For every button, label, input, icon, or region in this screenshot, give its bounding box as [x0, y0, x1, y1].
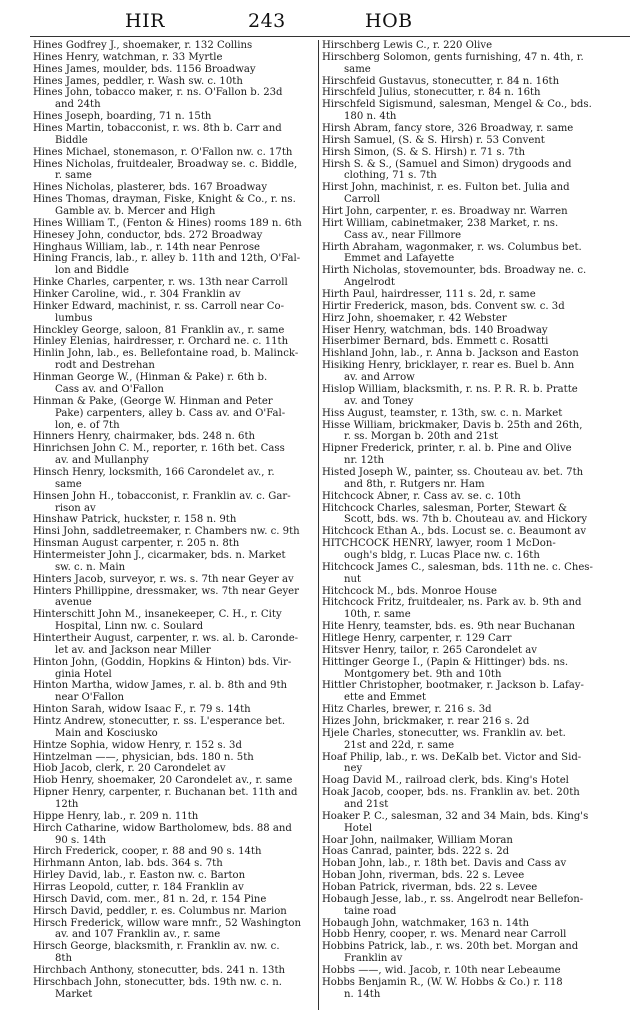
directory-entry [33, 763, 313, 775]
directory-entry [322, 135, 618, 147]
directory-entry [33, 242, 313, 254]
entry-line: Hizes John, brickmaker, r. rear 216 s. 2d [322, 715, 530, 727]
directory-entry [33, 443, 313, 467]
directory-entry [33, 906, 313, 918]
entry-continuation-line: 180 n. 4th [344, 111, 397, 123]
directory-entry [33, 657, 313, 681]
directory-entry [33, 40, 313, 52]
directory-entry [33, 633, 313, 657]
directory-entry [33, 230, 313, 242]
directory-entry [33, 882, 313, 894]
entry-line: Hoban Patrick, riverman, bds. 22 s. Levee [322, 882, 538, 894]
entry-continuation-line: sw. c. n. Main [55, 561, 126, 573]
directory-entry [322, 76, 618, 88]
entry-line: Hiser Henry, watchman, bds. 140 Broadway [322, 324, 548, 336]
entry-continuation-line: ney [344, 763, 363, 775]
directory-entry [322, 313, 618, 325]
directory-entry [322, 408, 618, 420]
entry-continuation-line: av. and Arrow [344, 372, 415, 384]
entry-line: Hintzelman ——, physician, bds. 180 n. 5th [33, 751, 254, 763]
entry-line: Hobaugh John, watchmaker, 163 n. 14th [322, 917, 530, 929]
directory-entry [322, 159, 618, 183]
directory-entry [33, 894, 313, 906]
directory-entry [322, 289, 618, 301]
entry-line: Hirsh Samuel, (S. & S. Hirsh) r. 53 Convent [322, 134, 545, 146]
entry-continuation-line: ette and Emmet [344, 692, 426, 704]
entry-continuation-line: avenue [55, 597, 92, 609]
entry-line: Hisse William, brickmaker, Davis b. 25th and 26th, [322, 419, 583, 431]
entry-continuation-line: 90 s. 14th [55, 834, 107, 846]
entry-line: Hishland John, lab., r. Anna b. Jackson and Easton [322, 348, 579, 360]
entry-line: Hitchcock James C., salesman, bds. 11th ne. c. Ches- [322, 561, 593, 573]
entry-continuation-line: Hospital, Linn nw. c. Soulard [55, 621, 204, 633]
entry-line: Hinshaw Patrick, huckster, r. 158 n. 9th [33, 514, 237, 526]
entry-line: Hite Henry, teamster, bds. es. 9th near Buchanan [322, 621, 576, 633]
entry-line: Hines Godfrey J., shoemaker, r. 132 Collins [33, 40, 253, 51]
directory-entry [322, 657, 618, 681]
entry-line: Histed Joseph W., painter, ss. Chouteau av. bet. 7th [322, 466, 584, 478]
directory-entry [33, 870, 313, 882]
entry-continuation-line: near O'Fallon [55, 692, 124, 704]
directory-entry [322, 680, 618, 704]
directory-entry [33, 740, 313, 752]
entry-line: Hirschberg Solomon, gents furnishing, 47 n. 4th, r. [322, 51, 584, 63]
entry-line: Hobb Henry, cooper, r. ws. Menard near Carroll [322, 929, 567, 941]
entry-line: Hinman & Pake, (George W. Hinman and Peter [33, 395, 273, 407]
directory-entry [33, 491, 313, 515]
directory-entry [322, 929, 618, 941]
entry-continuation-line: lumbus [55, 312, 93, 324]
directory-entry [322, 965, 618, 977]
entry-line: Hinters Phillippine, dressmaker, ws. 7th near Geyer [33, 585, 299, 597]
directory-entry [33, 941, 313, 965]
directory-entry [322, 147, 618, 159]
entry-continuation-line: av. and Mullanphy [55, 455, 149, 467]
directory-entry [33, 526, 313, 538]
directory-entry [322, 894, 618, 918]
entry-line: Hoag David M., railroad clerk, bds. King's Hotel [322, 775, 569, 787]
directory-entry [322, 348, 618, 360]
directory-entry [322, 633, 618, 645]
entry-line: Hines Martin, tobacconist, r. ws. 8th b. Carr and [33, 123, 282, 135]
entry-line: Hitchcock Ethan A., bds. Locust se. c. Beaumont av [322, 526, 587, 538]
entry-continuation-line: rison av [55, 502, 96, 514]
directory-entry [322, 918, 618, 930]
directory-entry [322, 526, 618, 538]
directory-entry [33, 680, 313, 704]
entry-line: Hitsver Henry, tailor, r. 265 Carondelet av [322, 644, 537, 656]
entry-line: Hirtir Frederick, mason, bds. Convent sw. c. 3d [322, 300, 565, 312]
entry-line: Hinghaus William, lab., r. 14th near Penrose [33, 241, 260, 253]
entry-line: Hinker Edward, machinist, r. ss. Carroll near Co- [33, 300, 284, 312]
entry-continuation-line: Franklin av [344, 953, 403, 965]
directory-entry [33, 965, 313, 977]
directory-entry [33, 918, 313, 942]
directory-entry [322, 586, 618, 598]
directory-entry [322, 752, 618, 776]
entry-line: Hinrichsen John C. M., reporter, r. 16th bet. Cass [33, 443, 285, 455]
entry-line: Hines Henry, watchman, r. 33 Myrtle [33, 51, 223, 63]
entry-line: Hirst John, machinist, r. es. Fulton bet. Julia and [322, 182, 570, 194]
directory-entry [322, 87, 618, 99]
directory-entry [322, 52, 618, 76]
directory-entry [33, 396, 313, 432]
directory-entry [322, 562, 618, 586]
entry-line: Hines Joseph, boarding, 71 n. 15th [33, 111, 212, 123]
directory-entry [322, 336, 618, 348]
entry-line: Hines Nicholas, fruitdealer, Broadway se. c. Biddle, [33, 158, 298, 170]
entry-line: Hirschfeld Sigismund, salesman, Mengel & Co., bds. [322, 99, 592, 111]
directory-entry [322, 467, 618, 491]
entry-line: Hines John, tobacco maker, r. ns. O'Fallon b. 23d [33, 87, 283, 99]
directory-entry [322, 645, 618, 657]
entry-continuation-line: Scott, bds. ws. 7th b. Chouteau av. and Hickory [344, 514, 588, 526]
entry-line: Hirsch Frederick, willow ware mnfr., 52 Washington [33, 917, 302, 929]
directory-entry [322, 491, 618, 503]
directory-entry [33, 609, 313, 633]
entry-line: Hiob Jacob, clerk, r. 20 Carondelet av [33, 763, 226, 775]
directory-entry [322, 242, 618, 266]
entry-line: Hiserbimer Bernard, bds. Emmett c. Rosatti [322, 336, 549, 348]
directory-entry [33, 325, 313, 337]
entry-continuation-line: and 24th [55, 99, 101, 111]
entry-line: Hoban John, lab., r. 18th bet. Davis and Cass av [322, 858, 567, 870]
entry-line: Hinckley George, saloon, 81 Franklin av., r. same [33, 324, 285, 336]
entry-line: Hiob Henry, shoemaker, 20 Carondelet av., r. same [33, 775, 293, 787]
directory-entry [322, 325, 618, 337]
entry-line: Hirschberg Lewis C., r. 220 Olive [322, 40, 493, 51]
entry-line: Hobaugh Jesse, lab., r. ss. Angelrodt near Bellefon- [322, 893, 584, 905]
directory-entry [33, 372, 313, 396]
right-column [322, 40, 618, 1001]
directory-entry [322, 301, 618, 313]
entry-line: Hirth Abraham, wagonmaker, r. ws. Columbus bet. [322, 241, 582, 253]
entry-line: Hines James, moulder, bds. 1156 Broadway [33, 63, 256, 75]
directory-entry [322, 538, 618, 562]
entry-continuation-line: 10th, r. same [344, 609, 411, 621]
directory-entry [33, 538, 313, 550]
directory-entry [322, 775, 618, 787]
entry-line: Hiss August, teamster, r. 13th, sw. c. n. Market [322, 407, 563, 419]
directory-entry [322, 811, 618, 835]
entry-line: Hittler Christopher, bootmaker, r. Jackson b. Lafay- [322, 680, 584, 692]
directory-entry [33, 846, 313, 858]
directory-entry [33, 586, 313, 610]
entry-continuation-line: Gamble av. b. Mercer and High [55, 206, 216, 218]
entry-line: Hinsman August carpenter, r. 205 n. 8th [33, 538, 240, 550]
entry-continuation-line: and 21st [344, 799, 389, 810]
entry-line: Hirz John, shoemaker, r. 42 Webster [322, 312, 507, 324]
entry-line: Hippe Henry, lab., r. 209 n. 11th [33, 810, 199, 822]
directory-entry [33, 182, 313, 194]
entry-line: Hoar John, nailmaker, William Moran [322, 834, 513, 846]
directory-entry [322, 704, 618, 716]
entry-continuation-line: ginia Hotel [55, 668, 112, 680]
entry-continuation-line: r. ss. Morgan b. 20th and 21st [344, 431, 499, 443]
entry-line: Hines Michael, stonemason, r. O'Fallon nw. c. 17th [33, 146, 293, 158]
entry-line: Hitchcock M., bds. Monroe House [322, 585, 497, 597]
directory-entry [33, 348, 313, 372]
directory-entry [33, 574, 313, 586]
entry-line: Hinters Jacob, surveyor, r. ws. s. 7th near Geyer av [33, 573, 294, 585]
entry-continuation-line: Pake) carpenters, alley b. Cass av. and O'Fal- [55, 407, 286, 419]
directory-entry [33, 977, 313, 1001]
directory-entry [33, 277, 313, 289]
entry-line: Hirsh S. & S., (Samuel and Simon) drygoods and [322, 158, 572, 170]
directory-entry [322, 503, 618, 527]
entry-continuation-line: Market [55, 988, 93, 1000]
directory-entry [322, 787, 618, 811]
directory-entry [33, 159, 313, 183]
entry-line: Hitchcock Abner, r. Cass av. se. c. 10th [322, 490, 521, 502]
entry-line: Hitlege Henry, carpenter, r. 129 Carr [322, 632, 512, 644]
entry-line: Hirsch David, peddler, r. es. Columbus nr. Marion [33, 905, 287, 917]
entry-continuation-line: Montgomery bet. 9th and 10th [344, 668, 502, 680]
entry-line: Hirsh Simon, (S. & S. Hirsh) r. 71 s. 7th [322, 146, 525, 158]
entry-line: Hintze Sophia, widow Henry, r. 152 s. 3d [33, 739, 242, 751]
entry-continuation-line: Hotel [344, 822, 373, 834]
entry-continuation-line: nut [344, 573, 362, 585]
entry-continuation-line: lon and Biddle [55, 265, 129, 277]
directory-entry [322, 384, 618, 408]
entry-continuation-line: av. and Toney [344, 395, 414, 407]
entry-line: Hinker Caroline, wid., r. 304 Franklin av [33, 289, 241, 301]
entry-line: Hobbins Patrick, lab., r. ws. 20th bet. Morgan and [322, 941, 579, 953]
entry-continuation-line: av. and 107 Franklin av., r. same [55, 929, 221, 941]
directory-entry [322, 870, 618, 882]
entry-continuation-line: Cass av., near Fillmore [344, 229, 462, 241]
directory-entry [322, 835, 618, 847]
directory-entry [33, 704, 313, 716]
directory-entry [322, 443, 618, 467]
entry-line: Hines William T., (Fenton & Hines) rooms 189 n. 6th [33, 217, 302, 229]
entry-line: Hipner Henry, carpenter, r. Buchanan bet. 11th and [33, 787, 298, 799]
entry-line: Hitz Charles, brewer, r. 216 s. 3d [322, 704, 492, 716]
entry-line: Hjele Charles, stonecutter, ws. Franklin av. bet. [322, 727, 566, 739]
entry-line: Hinton John, (Goddin, Hopkins & Hinton) bds. Vir- [33, 656, 292, 668]
entry-line: Hinsi John, saddletreemaker, r. Chambers nw. c. 9th [33, 526, 300, 538]
entry-line: Hirt John, carpenter, r. es. Broadway nr. Warren [322, 206, 568, 218]
entry-continuation-line: Cass av. and O'Fallon [55, 383, 164, 395]
entry-continuation-line: 21st and 22d, r. same [344, 739, 455, 751]
entry-line: Hinton Martha, widow James, r. al. b. 8th and 9th [33, 680, 288, 692]
directory-entry [33, 787, 313, 811]
entry-line: Hirth Nicholas, stovemounter, bds. Broadway ne. c. [322, 265, 587, 277]
entry-line: Hirhmann Anton, lab. bds. 364 s. 7th [33, 858, 223, 870]
entry-line: Hinterschitt John M., insanekeeper, C. H., r. City [33, 609, 282, 621]
directory-entry [33, 87, 313, 111]
directory-entry [322, 360, 618, 384]
entry-line: Hinley Elenias, hairdresser, r. Orchard ne. c. 11th [33, 336, 289, 348]
entry-continuation-line: same [55, 478, 82, 490]
entry-line: Hirt William, cabinetmaker, 238 Market, r. ns. [322, 217, 559, 229]
entry-line: Hitchcock Fritz, fruitdealer, ns. Park av. b. 9th and [322, 597, 582, 609]
entry-continuation-line: Main and Kosciusko [55, 727, 158, 739]
directory-entry [33, 823, 313, 847]
entry-continuation-line: and 8th, r. Rutgers nr. Ham [344, 478, 485, 490]
entry-continuation-line: taine road [344, 905, 397, 917]
entry-line: Hirch Catharine, widow Bartholomew, bds. 88 and [33, 822, 292, 834]
entry-line: Hirth Paul, hairdresser, 111 s. 2d, r. same [322, 289, 536, 301]
entry-continuation-line: let av. and Jackson near Miller [55, 644, 211, 656]
entry-continuation-line: Emmet and Lafayette [344, 253, 455, 265]
directory-entry [33, 550, 313, 574]
directory-entry [33, 431, 313, 443]
entry-line: Hines Nicholas, plasterer, bds. 167 Broadway [33, 182, 268, 194]
entry-line: Hinman George W., (Hinman & Pake) r. 6th b. [33, 372, 268, 384]
directory-entry [322, 941, 618, 965]
entry-line: Hipner Frederick, printer, r. al. b. Pine and Olive [322, 443, 572, 455]
directory-entry [322, 716, 618, 728]
entry-line: Hinton Sarah, widow Isaac F., r. 79 s. 14th [33, 704, 251, 716]
directory-entry [322, 206, 618, 218]
entry-line: Hoaker P. C., salesman, 32 and 34 Main, bds. King's [322, 810, 589, 822]
directory-entry [322, 846, 618, 858]
directory-entry [33, 775, 313, 787]
directory-entry [322, 728, 618, 752]
entry-line: Hirsch George, blacksmith, r. Franklin av. nw. c. [33, 941, 280, 953]
directory-entry [33, 111, 313, 123]
entry-continuation-line: 12th [55, 799, 79, 810]
right-guide-word: HOB [365, 10, 413, 32]
directory-entry [322, 40, 618, 52]
page-header [0, 6, 640, 34]
entry-line: Hirch Frederick, cooper, r. 88 and 90 s. 14th [33, 846, 262, 858]
directory-entry [322, 621, 618, 633]
entry-continuation-line: rodt and Destrehan [55, 360, 155, 372]
directory-entry [33, 147, 313, 159]
entry-line: Hoak Jacob, cooper, bds. ns. Franklin av. bet. 20th [322, 787, 580, 799]
entry-line: Hinsen John H., tobacconist, r. Franklin av. c. Gar- [33, 490, 291, 502]
entry-line: Hoas Canrad, painter, bds. 222 s. 2d [322, 846, 510, 858]
entry-continuation-line: lon, e. of 7th [55, 419, 120, 431]
column-divider [318, 40, 319, 1010]
entry-continuation-line: Biddle [55, 134, 88, 146]
header-rule [30, 36, 630, 37]
entry-line: Hirchbach Anthony, stonecutter, bds. 241 n. 13th [33, 965, 286, 977]
directory-entry [33, 253, 313, 277]
entry-line: Hintermeister John J., cicarmaker, bds. n. Market [33, 549, 286, 561]
directory-entry [33, 123, 313, 147]
entry-continuation-line: nr. 12th [344, 455, 385, 467]
directory-entry [33, 811, 313, 823]
entry-line: HITCHCOCK HENRY, lawyer, room 1 McDon- [322, 538, 556, 550]
entry-continuation-line: r. same [55, 170, 92, 182]
directory-entry [322, 858, 618, 870]
entry-line: Hirras Leopold, cutter, r. 184 Franklin av [33, 882, 244, 894]
directory-entry [322, 99, 618, 123]
directory-entry [33, 64, 313, 76]
entry-line: Hines James, peddler, r. Wash sw. c. 10th [33, 75, 243, 87]
entry-line: Hintz Andrew, stonecutter, r. ss. L'esperance bet. [33, 715, 286, 727]
directory-entry [322, 977, 618, 1001]
directory-entry [322, 182, 618, 206]
entry-continuation-line: Angelrodt [344, 277, 395, 289]
entry-line: Hining Francis, lab., r. alley b. 11th and 12th, O'Fal- [33, 253, 301, 265]
left-guide-word: HIR [125, 10, 165, 32]
directory-entry [33, 467, 313, 491]
entry-line: Hittinger George I., (Papin & Hittinger) bds. ns. [322, 656, 569, 668]
entry-line: Hintertheir August, carpenter, r. ws. al. b. Caronde- [33, 632, 299, 644]
entry-continuation-line: Carroll [344, 194, 380, 206]
entry-line: Hirschbach John, stonecutter, bds. 19th nw. c. n. [33, 976, 283, 988]
entry-line: Hirsh Abram, fancy store, 326 Broadway, r. same [322, 123, 574, 135]
entry-line: Hobbs ——, wid. Jacob, r. 10th near Lebeaume [322, 965, 561, 977]
directory-entry [322, 123, 618, 135]
directory-entry [33, 76, 313, 88]
page-number: 243 [248, 10, 286, 32]
entry-line: Hinlin John, lab., es. Bellefontaine road, b. Malinck- [33, 348, 299, 360]
directory-entry [322, 218, 618, 242]
entry-line: Hitchcock Charles, salesman, Porter, Stewart & [322, 502, 568, 514]
directory-entry [33, 336, 313, 348]
entry-line: Hirley David, lab., r. Easton nw. c. Barton [33, 870, 246, 882]
entry-line: Hirschfeid Gustavus, stonecutter, r. 84 n. 16th [322, 75, 560, 87]
directory-entry [33, 301, 313, 325]
entry-continuation-line: n. 14th [344, 988, 381, 1000]
entry-line: Hines Thomas, drayman, Fiske, Knight & Co., r. ns. [33, 194, 296, 206]
directory-entry [33, 858, 313, 870]
entry-continuation-line: clothing, 71 s. 7th [344, 170, 437, 182]
entry-line: Hoaf Philip, lab., r. ws. DeKalb bet. Victor and Sid- [322, 751, 582, 763]
entry-line: Hinesey John, conductor, bds. 272 Broadway [33, 229, 263, 241]
entry-continuation-line: ough's bldg, r. Lucas Place nw. c. 16th [344, 549, 540, 561]
directory-entry [33, 752, 313, 764]
directory-entry [322, 597, 618, 621]
entry-line: Hirschfeld Julius, stonecutter, r. 84 n. 16th [322, 87, 541, 99]
directory-entry [33, 289, 313, 301]
directory-entry [33, 514, 313, 526]
directory-entry [33, 52, 313, 64]
left-column [33, 40, 313, 1001]
directory-entry [33, 218, 313, 230]
entry-continuation-line: 8th [55, 953, 72, 965]
entry-continuation-line: same [344, 63, 371, 75]
directory-entry [322, 420, 618, 444]
directory-entry [33, 716, 313, 740]
entry-line: Hirsch David, com. mer., 81 n. 2d, r. 154 Pine [33, 893, 267, 905]
entry-line: Hislop William, blacksmith, r. ns. P. R. R. b. Pratte [322, 383, 578, 395]
entry-line: Hinke Charles, carpenter, r. ws. 13th near Carroll [33, 277, 288, 289]
entry-line: Hinners Henry, chairmaker, bds. 248 n. 6th [33, 431, 256, 443]
entry-line: Hoban John, riverman, bds. 22 s. Levee [322, 870, 525, 882]
entry-line: Hisiking Henry, bricklayer, r. rear es. Buel b. Ann [322, 360, 575, 372]
directory-entry [322, 265, 618, 289]
directory-entry [322, 882, 618, 894]
directory-entry [33, 194, 313, 218]
entry-line: Hobbs Benjamin R., (W. W. Hobbs & Co.) r. 118 [322, 976, 563, 988]
entry-line: Hinsch Henry, locksmith, 166 Carondelet av., r. [33, 466, 275, 478]
